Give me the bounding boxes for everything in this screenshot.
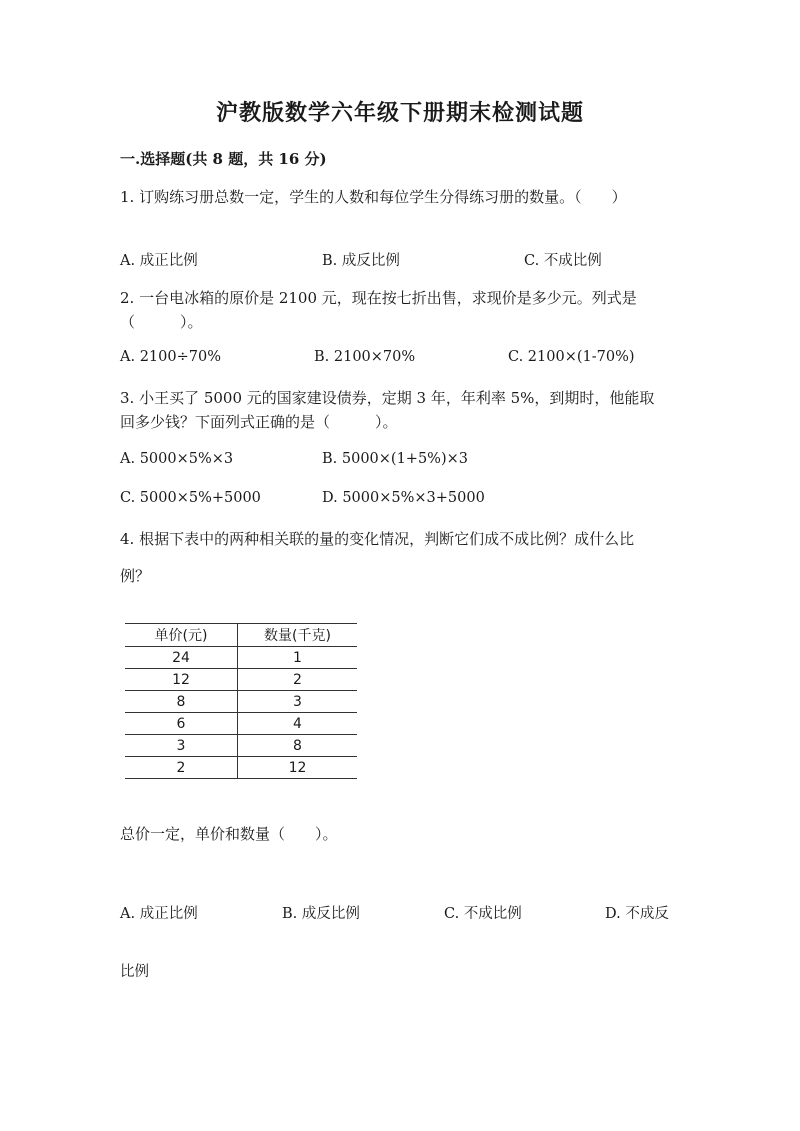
q3-option-b: B. 5000×(1+5%)×3 [322,451,468,467]
table-row [125,691,357,713]
q4-option-d: D. 不成反 [605,906,669,922]
table-cell-price: 3 [125,735,238,757]
table-header-unit-price: 单价(元) [125,624,238,647]
question-2-text-line1: 2. 一台电冰箱的原价是 2100 元，现在按七折出售，求现价是多少元。列式是 [120,289,637,307]
table-cell-price: 8 [125,691,238,713]
q3-option-c: C. 5000×5%+5000 [120,490,261,506]
table-row [125,757,357,779]
q4-option-c: C. 不成比例 [444,906,522,922]
table-cell-quantity: 1 [238,647,358,669]
q3-option-a: A. 5000×5%×3 [120,451,234,467]
question-4-text-line2: 例？ [120,567,151,585]
q2-option-c: C. 2100×(1-70%) [508,349,635,365]
table-row [125,735,357,757]
q3-option-d: D. 5000×5%×3+5000 [322,490,485,506]
q4-option-b: B. 成反比例 [282,906,360,922]
table-row [125,669,357,691]
table-cell-price: 6 [125,713,238,735]
question-3-text-line2: 回多少钱？下面列式正确的是（ ）。 [120,413,398,431]
q1-option-a: A. 成正比例 [120,253,198,269]
exam-title: 沪教版数学六年级下册期末检测试题 [215,100,584,126]
q2-option-b: B. 2100×70% [314,349,416,365]
table-cell-quantity: 4 [238,713,358,735]
table-cell-price: 2 [125,757,238,779]
table-cell-quantity: 8 [238,735,358,757]
table-row [125,647,357,669]
q1-option-c: C. 不成比例 [524,253,602,269]
q4-option-a: A. 成正比例 [120,906,198,922]
q1-option-b: B. 成反比例 [322,253,400,269]
question-3-text-line1: 3. 小王买了 5000 元的国家建设债券，定期 3 年，年利率 5%，到期时，他能取 [120,389,655,407]
question-4-text-line1: 4. 根据下表中的两种相关联的量的变化情况，判断它们成不成比例？成什么比 [120,530,635,548]
price-quantity-table [125,623,357,779]
table-cell-price: 12 [125,669,238,691]
question-2-text-line2: （ ）。 [120,313,203,331]
table-header-quantity: 数量(千克) [238,624,358,647]
table-cell-price: 24 [125,647,238,669]
table-cell-quantity: 3 [238,691,358,713]
table-header-row [125,624,357,647]
question-4-prompt: 总价一定，单价和数量（ ）。 [120,825,338,843]
question-1-text: 1. 订购练习册总数一定，学生的人数和每位学生分得练习册的数量。（ ） [120,188,627,206]
table-cell-quantity: 2 [238,669,358,691]
q2-option-a: A. 2100÷70% [120,349,221,365]
table-row [125,713,357,735]
section-heading: 一.选择题(共 8 题，共 16 分) [120,150,327,168]
table-cell-quantity: 12 [238,757,358,779]
q4-option-d-wrap: 比例 [120,964,149,980]
